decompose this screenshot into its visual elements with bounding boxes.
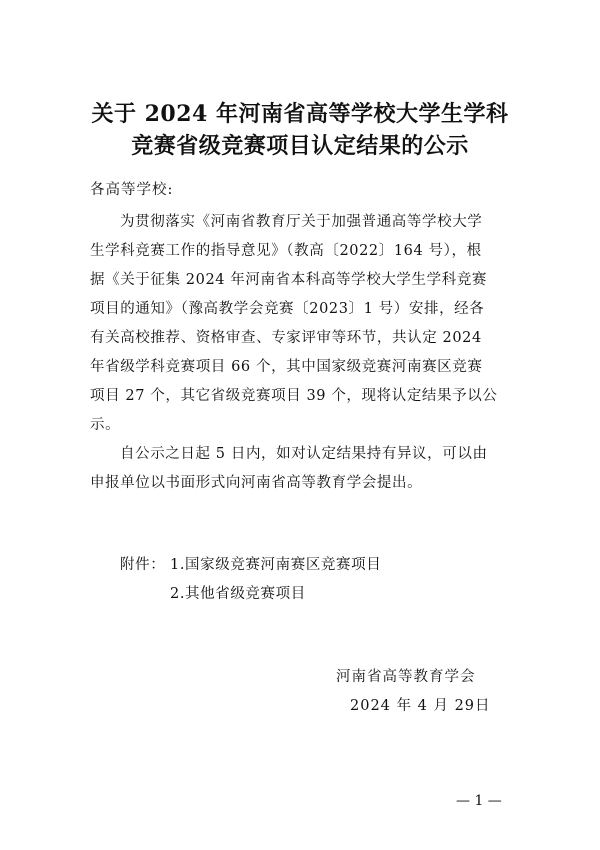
body-line: 为贯彻落实《河南省教育厅关于加强普通高等学校大学 [120, 214, 483, 230]
body-line: 自公示之日起 5 日内，如对认定结果持有异议，可以由 [120, 446, 488, 462]
signature-date: 2024 年 4 月 29日 [350, 698, 491, 714]
attachments-label: 附件： [120, 557, 166, 573]
body-line: 示。 [90, 417, 121, 433]
body-line: 据《关于征集 2024 年河南省本科高等学校大学生学科竞赛 [90, 272, 488, 288]
body-line: 项目的通知》（豫高教学会竞赛〔2023〕1 号）安排，经各 [90, 301, 485, 317]
signature-organization: 河南省高等教育学会 [336, 669, 476, 685]
body-line: 生学科竞赛工作的指导意见》（教高〔2022〕164 号），根 [90, 243, 482, 259]
body-line: 项目 27 个，其它省级竞赛项目 39 个，现将认定结果予以公 [90, 388, 498, 404]
body-line: 年省级学科竞赛项目 66 个，其中国家级竞赛河南赛区竞赛 [90, 359, 483, 375]
body-line: 申报单位以书面形式向河南省高等教育学会提出。 [90, 475, 423, 491]
body-line: 有关高校推荐、资格审查、专家评审等环节，共认定 2024 [90, 330, 482, 346]
salutation: 各高等学校: [90, 182, 174, 198]
document-title-line-2: 竞赛省级竞赛项目认定结果的公示 [131, 133, 469, 159]
attachment-item-1: 1.国家级竞赛河南赛区竞赛项目 [170, 557, 382, 573]
page-number: — 1 — [456, 793, 502, 809]
document-title-line-1: 关于 2024 年河南省高等学校大学生学科 [91, 101, 509, 127]
attachment-item-2: 2.其他省级竞赛项目 [170, 586, 306, 602]
